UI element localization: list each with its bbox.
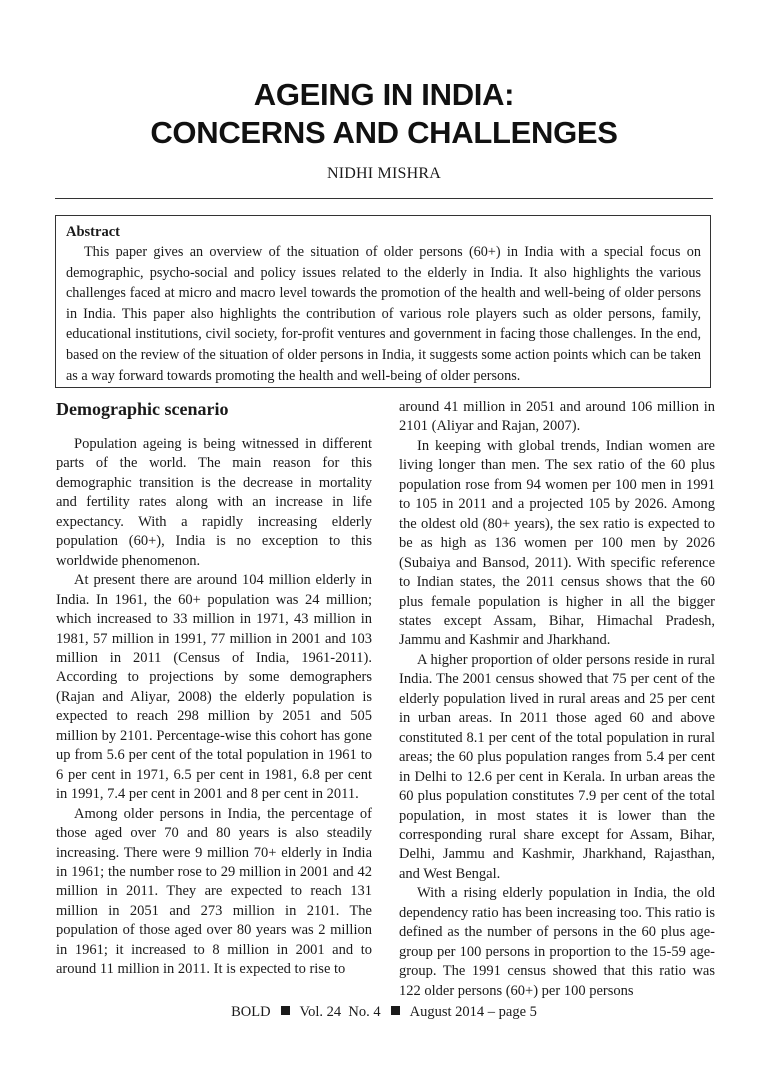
paragraph: Population ageing is being witnessed in different parts of the world. The main reason for this demographic transition is the decrease in mortality and fertility rates along with an increase in life expectancy. With a rapidly increasing elderly population (60+), India is no exception to this worldwide phenomenon.	[56, 436, 372, 569]
left-column	[56, 398, 372, 980]
page-footer	[0, 1004, 768, 1021]
paragraph-continued: around 41 million in 2051 and around 106 million in 2101 (Aliyar and Rajan, 2007).	[399, 399, 715, 435]
abstract-text: This paper gives an overview of the situation of older persons (60+) in India with a special focus on demographic, psycho-social and policy issues related to the elderly in India. It also highlights the various challenges faced at micro and macro level towards the promotion of the health and well-being of older persons in India. This paper also highlights the contribution of various role players such as older persons, family, educational institutions, civil society, for-profit ventures and government in facing those challenges. In the end, based on the review of the situation of older persons in India, it suggests some action points which can be taken as a way forward towards promoting the health and well-being of older persons.	[66, 244, 701, 384]
volume-issue: Vol. 24 No. 4	[299, 1004, 381, 1020]
black-square-icon	[281, 1006, 290, 1015]
paragraph: A higher proportion of older persons reside in rural India. The 2001 census showed that 75 per cent of the elderly population lived in rural areas and 25 per cent in urban areas. In 2011 those aged 60 and above constituted 8.1 per cent of the total population in rural areas; the 60 plus population ranges from 5.4 per cent in Delhi to 12.6 per cent in Kerala. In urban areas the 60 plus population constitutes 7.9 per cent of the total population, in most states it is lower than the corresponding rural share except for Assam, Bihar, Delhi, Jammu and Kashmir, Jharkhand, Rajasthan, and West Bengal.	[399, 651, 715, 882]
title-divider	[55, 198, 713, 199]
paper-title-line-2: CONCERNS AND CHALLENGES	[150, 115, 618, 150]
date-page: August 2014 – page 5	[409, 1004, 537, 1020]
journal-name: BOLD	[231, 1004, 271, 1020]
paragraph: With a rising elderly population in India, the old dependency ratio has been increasing too. This ratio is defined as the number of persons in the 60 plus age-group per 100 persons in proportion to the 15-59 age-group. The 1991 census showed that this ratio was 122 older persons (60+) per 100 persons	[399, 885, 715, 999]
paper-title-line-1: AGEING IN INDIA:	[253, 77, 515, 112]
abstract-heading: Abstract	[66, 224, 120, 240]
section-heading: Demographic scenario	[56, 399, 229, 419]
abstract-box	[55, 215, 711, 388]
paragraph: In keeping with global trends, Indian women are living longer than men. The sex ratio of the 60 plus population rose from 94 women per 100 men in 1991 to 105 in 2011 and a projected 105 by 2026. Among the oldest old (80+ years), the sex ratio is expected to be as high as 136 women per 100 men by 2026 (Subaiya and Bansod, 2011). With specific reference to Indian states, the 2011 census shows that the 60 plus female population is higher in all the bigger states except Assam, Bihar, Himachal Pradesh, Jammu and Kashmir and Jharkhand.	[399, 437, 715, 649]
author-name: NIDHI MISHRA	[327, 165, 441, 182]
paragraph: At present there are around 104 million elderly in India. In 1961, the 60+ population was 24 million; which increased to 33 million in 1971, 43 million in 1981, 57 million in 1991, 77 million in 2001 and 103 million in 2011 (Census of India, 1961-2011). According to projections by some demographers (Rajan and Aliyar, 2008) the elderly population is expected to reach 298 million by 2051 and 505 million by 2101. Percentage-wise this cohort has gone up from 5.6 per cent of the total population in 1961 to 6 per cent in 1971, 6.5 per cent in 1981, 6.8 per cent in 1991, 7.4 per cent in 2001 and 8 per cent in 2011.	[56, 572, 372, 803]
paragraph: Among older persons in India, the percentage of those aged over 70 and 80 years is also steadily increasing. There were 9 million 70+ elderly in India in 1961; the number rose to 29 million in 2001 and 42 million in 2011. They are expected to reach 131 million in 2051 and 273 million in 2101. The population of those aged over 80 years was 2 million in 1961; it increased to 8 million in 2001 and to around 11 million in 2011. It is expected to rise to	[56, 805, 372, 978]
black-square-icon	[391, 1006, 400, 1015]
right-column	[399, 398, 715, 1001]
